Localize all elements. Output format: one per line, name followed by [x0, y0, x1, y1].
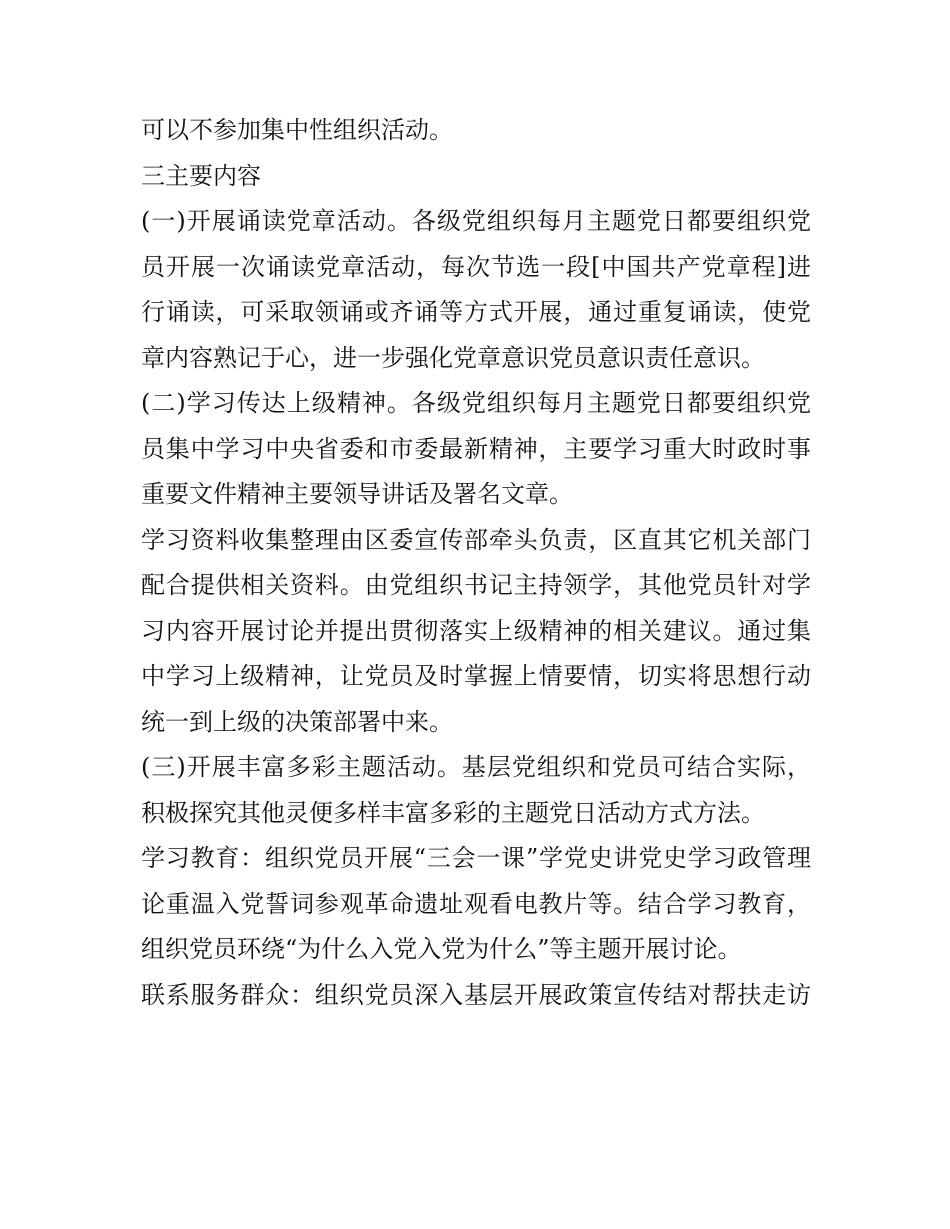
text-line-6: 章内容熟记于心，进一步强化党章意识党员意识责任意识。: [141, 343, 765, 372]
text-line-18: 论重温入党誓词参观革命遗址观看电教片等。结合学习教育，: [141, 889, 811, 918]
text-line-10: 学习资料收集整理由区委宣传部牵头负责，区直其它机关部门: [141, 525, 811, 554]
document-body: [141, 108, 821, 1018]
text-line-17: 学习教育：组织党员开展“三会一课”学党史讲党史学习政管理: [141, 844, 811, 872]
text-line-11: 配合提供相关资料。由党组织书记主持领学，其他党员针对学: [141, 571, 811, 599]
text-line-4: 员开展一次诵读党章活动，每次节选一段[中国共产党章程]进: [141, 252, 811, 281]
text-line-13: 中学习上级精神，让党员及时掌握上情要情，切实将思想行动: [141, 662, 811, 690]
text-line-5: 行诵读，可采取领诵或齐诵等方式开展，通过重复诵读，使党: [141, 298, 811, 326]
text-line-2: 三主要内容: [141, 161, 261, 190]
text-line-14: 统一到上级的决策部署中来。: [141, 707, 453, 736]
text-line-9: 重要文件精神主要领导讲话及署名文章。: [141, 480, 573, 508]
text-line-8: 员集中学习中央省委和市委最新精神，主要学习重大时政时事: [141, 434, 811, 463]
text-line-1: 可以不参加集中性组织活动。: [141, 116, 453, 144]
text-line-7: (二)学习传达上级精神。各级党组织每月主题党日都要组织党: [141, 389, 811, 417]
text-line-15: (三)开展丰富多彩主题活动。基层党组织和党员可结合实际，: [141, 753, 811, 781]
text-line-19: 组织党员环绕“为什么入党入党为什么”等主题开展讨论。: [141, 935, 742, 963]
text-line-16: 积极探究其他灵便多样丰富多彩的主题党日活动方式方法。: [141, 798, 765, 827]
text-line-12: 习内容开展讨论并提出贯彻落实上级精神的相关建议。通过集: [141, 616, 811, 645]
text-line-20: 联系服务群众：组织党员深入基层开展政策宣传结对帮扶走访: [141, 980, 811, 1009]
text-line-3: (一)开展诵读党章活动。各级党组织每月主题党日都要组织党: [141, 207, 811, 235]
